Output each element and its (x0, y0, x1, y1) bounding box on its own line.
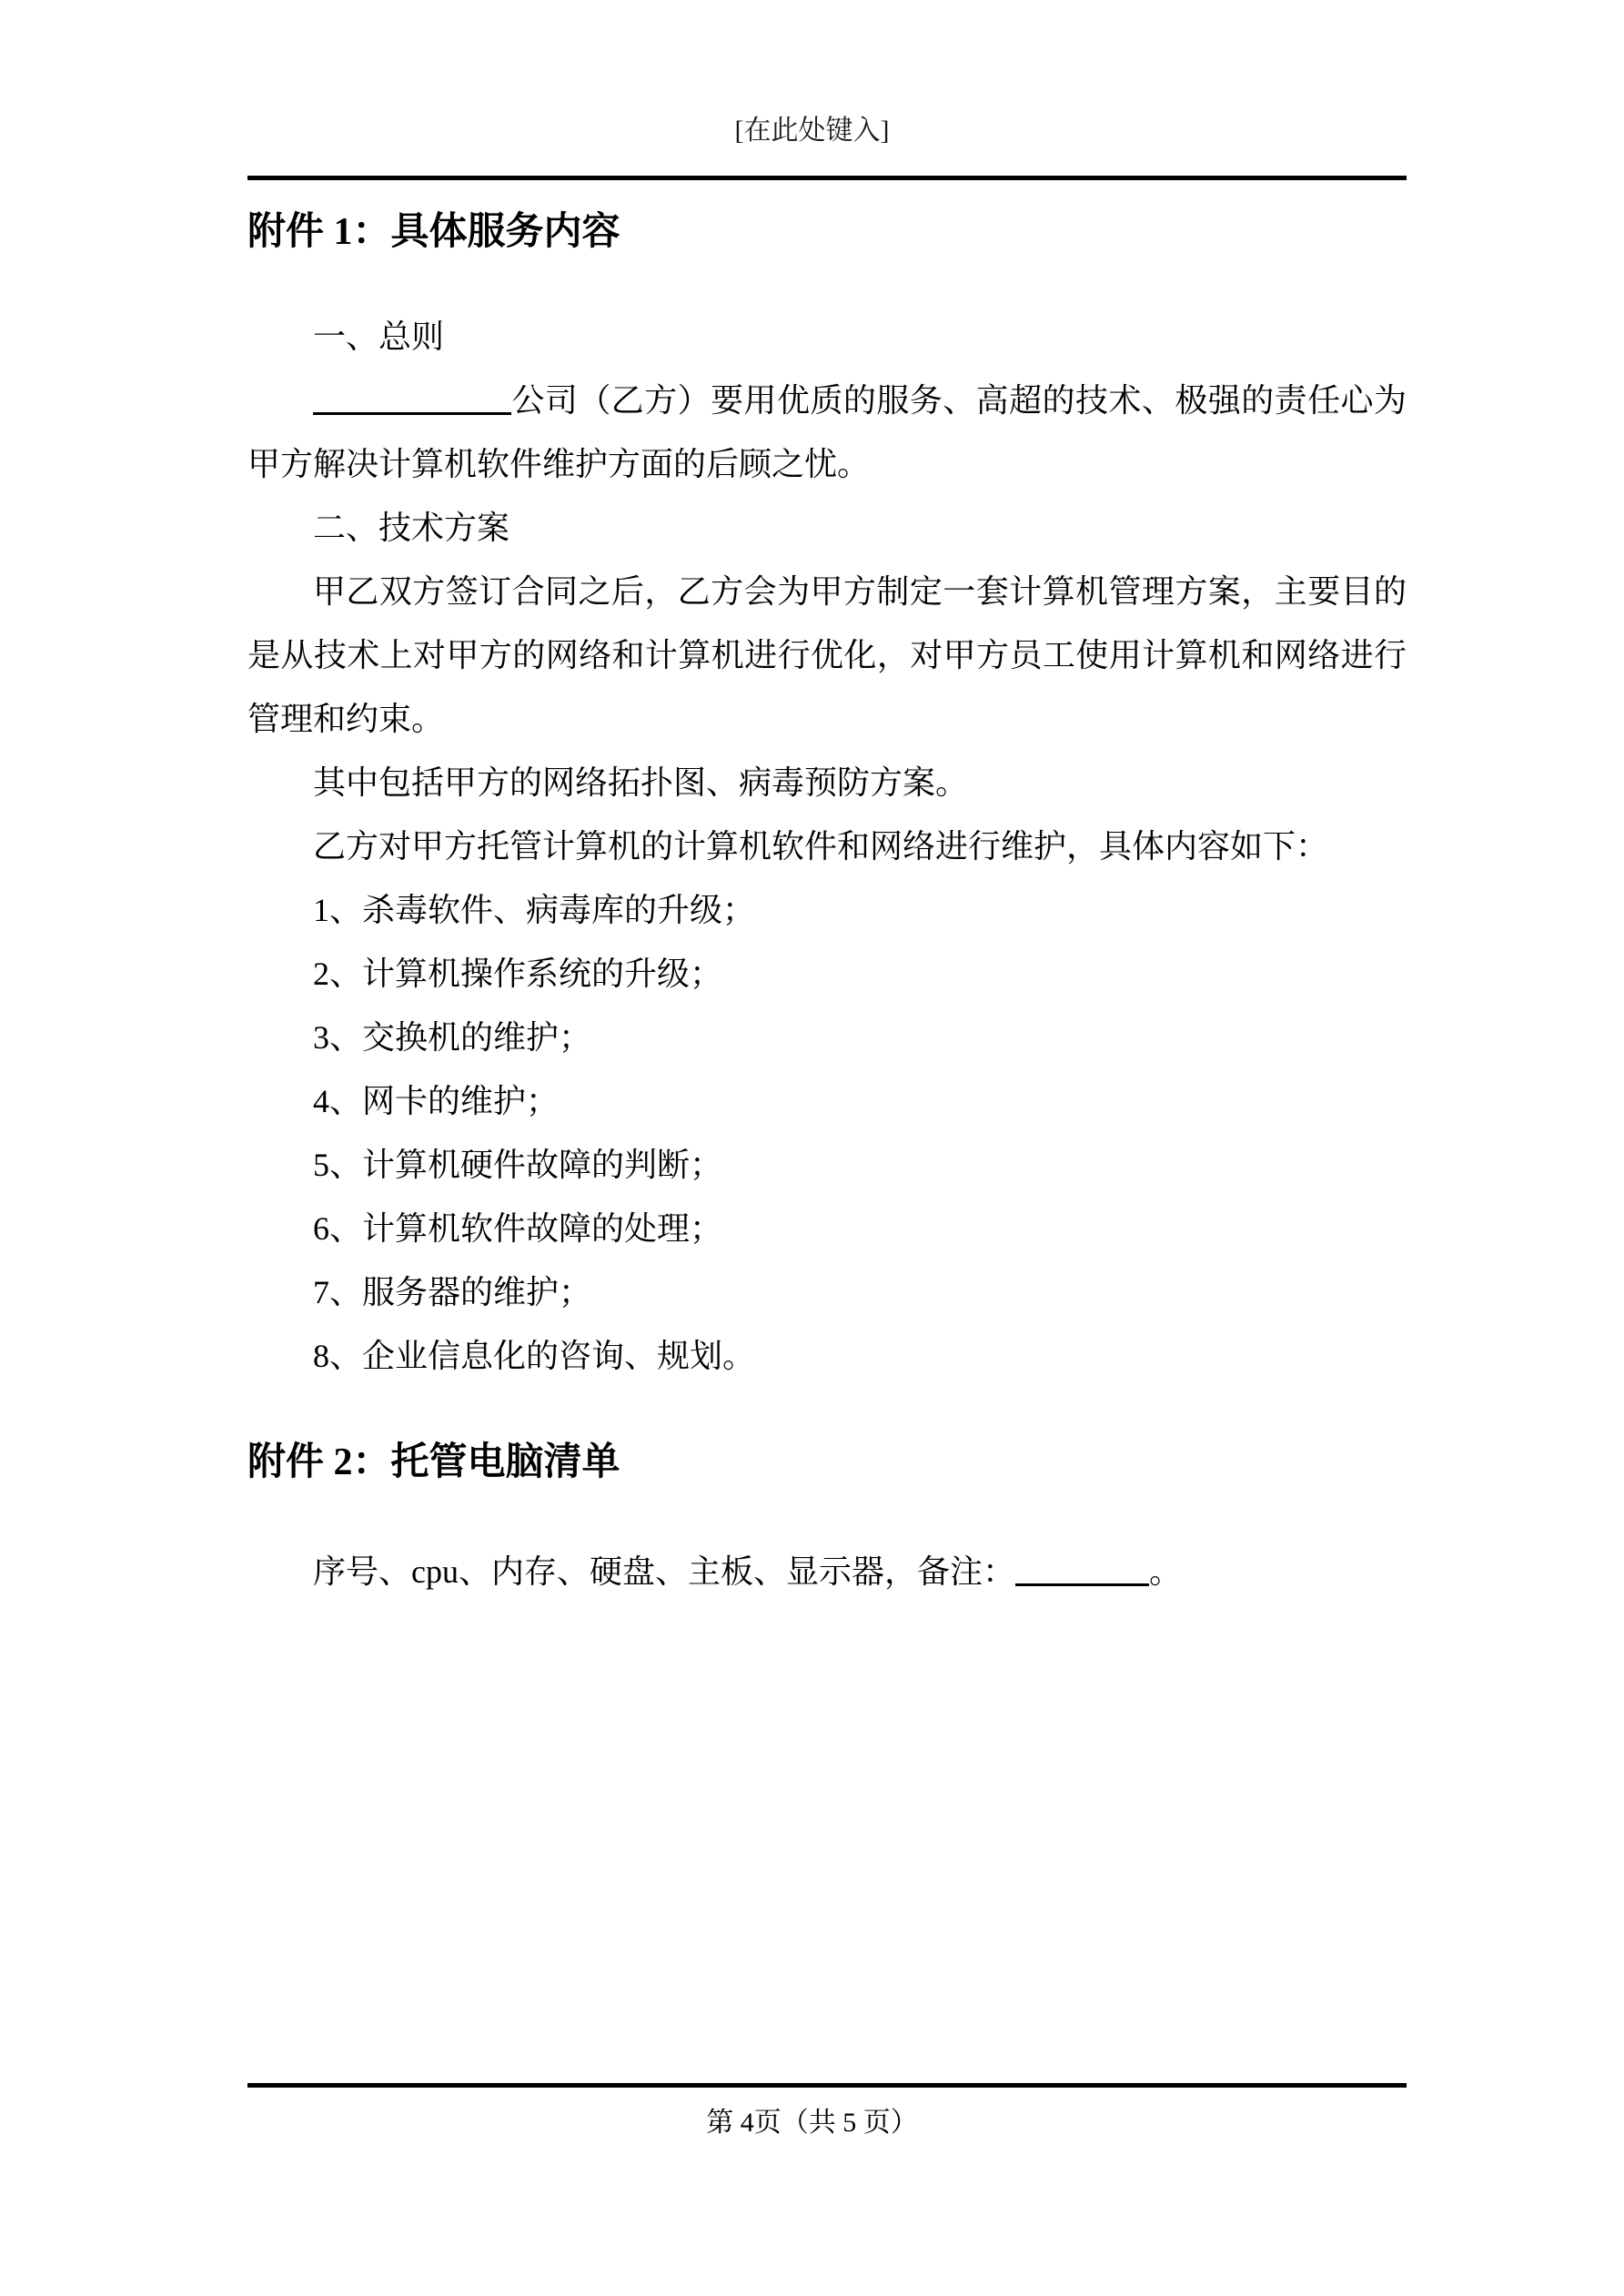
line-text: 5、计算机硬件故障的判断； (313, 1147, 723, 1183)
line-text: 6、计算机软件故障的处理； (313, 1210, 723, 1247)
list-item (247, 942, 1407, 1006)
paragraph-line (247, 305, 1407, 369)
attachment2-row-wrap (247, 1540, 1407, 1603)
document-content (247, 0, 1407, 1603)
list-item (247, 878, 1407, 942)
line-text: 乙方对甲方托管计算机的计算机软件和网络进行维护，具体内容如下： (313, 828, 1329, 865)
header-placeholder: [在此处键入] (734, 116, 890, 146)
list-item (247, 1006, 1407, 1069)
line-suffix: 。 (1148, 1553, 1182, 1590)
paragraph-line (247, 814, 1407, 878)
line-text: 4、网卡的维护； (313, 1083, 560, 1119)
paragraph-line (247, 496, 1407, 560)
line-text: 序号、cpu、内存、硬盘、主板、显示器，备注： (313, 1553, 1015, 1590)
computer-list-row (247, 1540, 1407, 1603)
list-item (247, 1260, 1407, 1324)
list-item (247, 1069, 1407, 1133)
attachment1-title: 附件 1：具体服务内容 (247, 211, 620, 253)
list-item (247, 1324, 1407, 1388)
paragraph-line (247, 687, 1407, 751)
line-text: 3、交换机的维护； (313, 1019, 592, 1056)
line-text: 7、服务器的维护； (313, 1274, 592, 1310)
line-text: 甲方解决计算机软件维护方面的后顾之忧。 (247, 446, 871, 482)
title-spacer (247, 259, 1407, 305)
remark-blank-underline (1015, 1551, 1149, 1586)
line-text: 8、企业信息化的咨询、规划。 (313, 1338, 756, 1374)
paragraph-line (247, 623, 1407, 687)
attachment2-section (247, 1435, 1407, 1490)
company-name-blank-underline (313, 379, 511, 415)
line-text: 公司（乙方）要用优质的服务、高超的技术、极强的责任心为 (511, 382, 1407, 419)
footer-rule-divider (247, 2083, 1407, 2088)
line-text: 甲乙双方签订合同之后，乙方会为甲方制定一套计算机管理方案，主要目的 (313, 573, 1407, 610)
attachment2-title: 附件 2：托管电脑清单 (247, 1441, 620, 1483)
paragraph-line (247, 369, 1407, 432)
paragraph-line (247, 560, 1407, 623)
list-item (247, 1133, 1407, 1197)
paragraph-line (247, 751, 1407, 814)
line-text: 其中包括甲方的网络拓扑图、病毒预防方案。 (313, 764, 969, 801)
list-item (247, 1197, 1407, 1260)
line-text: 2、计算机操作系统的升级； (313, 956, 723, 992)
line-text: 一、总则 (313, 319, 445, 355)
paragraph-line (247, 432, 1407, 496)
line-text: 二、技术方案 (313, 510, 510, 546)
line-text: 是从技术上对甲方的网络和计算机进行优化，对甲方员工使用计算机和网络进行 (247, 637, 1407, 673)
page-number: 第 4页（共 5 页） (706, 2108, 918, 2138)
line-text: 管理和约束。 (247, 701, 445, 737)
line-text: 1、杀毒软件、病毒库的升级； (313, 892, 756, 928)
